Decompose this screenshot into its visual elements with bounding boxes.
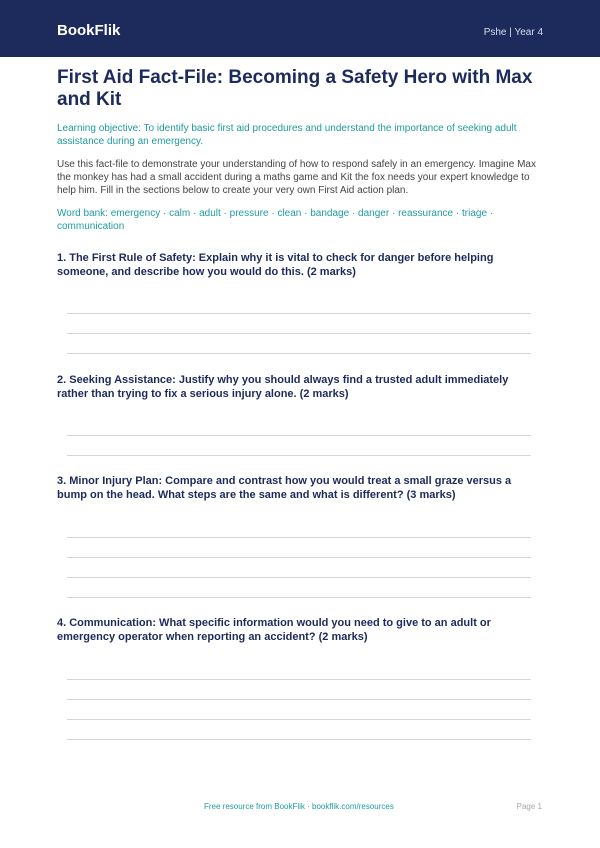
page-header xyxy=(0,0,600,57)
brand-logo: BookFlik xyxy=(57,22,121,39)
answer-line-2-1[interactable] xyxy=(67,435,531,436)
answer-line-3-1[interactable] xyxy=(67,537,531,538)
answer-line-3-4[interactable] xyxy=(67,597,531,598)
intro-text: Use this fact-file to demonstrate your understanding of how to respond safely in an emergency. Imagine Max the monkey has had a small accident during a maths game and Kit the fox needs your expert knowledge to help him. Fill in the sections below to create your very own First Aid action plan. xyxy=(57,159,536,196)
answer-line-4-3[interactable] xyxy=(67,719,531,720)
learning-objective: Learning objective: To identify basic first aid procedures and understand the importance of seeking adult assistance during an emergency. xyxy=(57,123,517,147)
answer-line-3-3[interactable] xyxy=(67,577,531,578)
answer-line-4-4[interactable] xyxy=(67,739,531,740)
answer-line-3-2[interactable] xyxy=(67,557,531,558)
answer-line-1-1[interactable] xyxy=(67,313,531,314)
answer-line-4-1[interactable] xyxy=(67,679,531,680)
footer-credit: Free resource from BookFlik · bookflik.com/resources xyxy=(204,802,394,811)
answer-line-1-3[interactable] xyxy=(67,353,531,354)
question-1: 1. The First Rule of Safety: Explain why it is vital to check for danger before helping someone, and describe how you would do this. (2 marks) xyxy=(57,252,494,278)
page-number: Page 1 xyxy=(516,802,542,811)
question-3: 3. Minor Injury Plan: Compare and contrast how you would treat a small graze versus a bump on the head. What steps are the same and what is different? (3 marks) xyxy=(57,475,512,501)
question-4: 4. Communication: What specific information would you need to give to an adult or emergency operator when reporting an accident? (2 marks) xyxy=(57,617,491,643)
answer-line-1-2[interactable] xyxy=(67,333,531,334)
question-2: 2. Seeking Assistance: Justify why you should always find a trusted adult immediately rather than trying to fix a serious injury alone. (2 marks) xyxy=(57,374,509,400)
subject-year-label: Pshe | Year 4 xyxy=(483,27,543,38)
answer-line-4-2[interactable] xyxy=(67,699,531,700)
page-title: First Aid Fact-File: Becoming a Safety Hero with Max and Kit xyxy=(57,67,533,110)
word-bank: Word bank: emergency · calm · adult · pressure · clean · bandage · danger · reassurance · triage · communication xyxy=(57,208,494,232)
answer-line-2-2[interactable] xyxy=(67,455,531,456)
